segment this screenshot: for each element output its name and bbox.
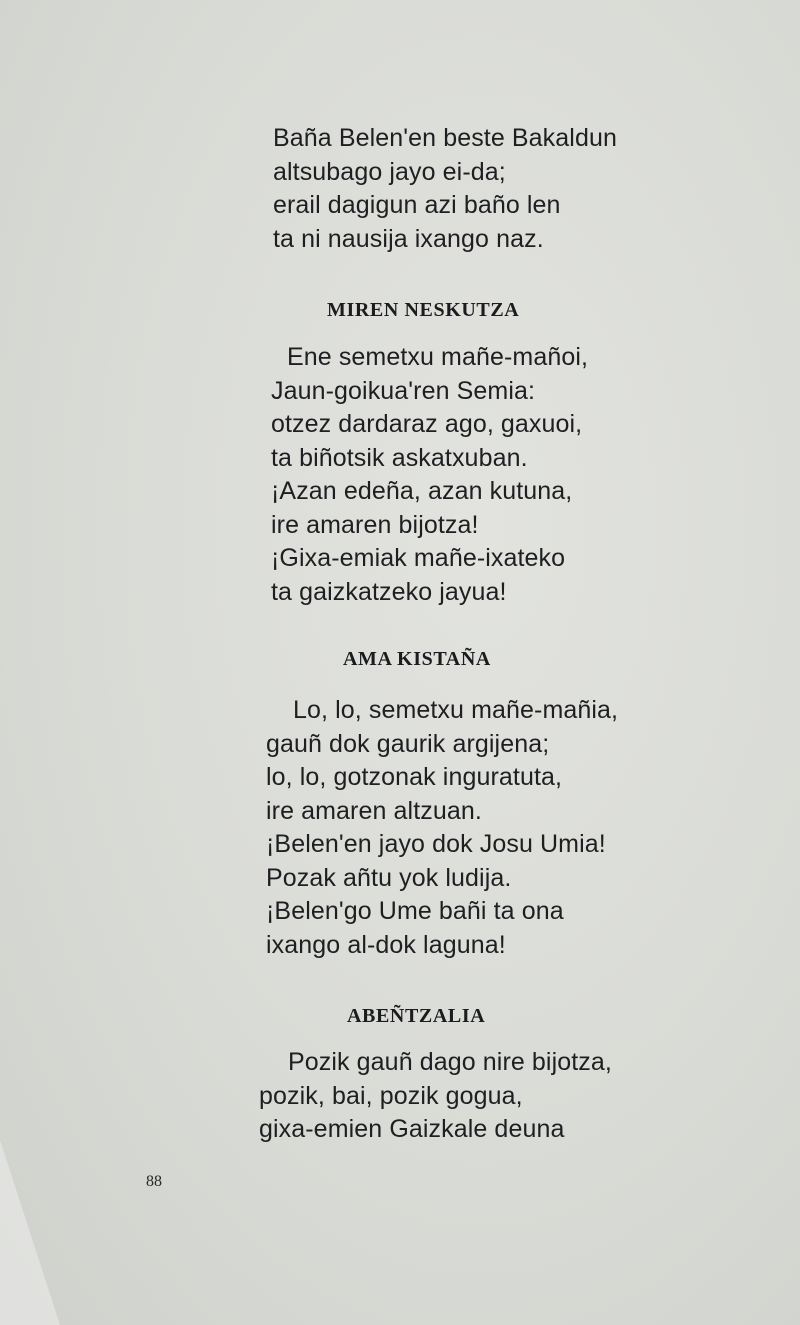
poem-line: gauñ dok gaurik argijena; (266, 729, 550, 758)
poem-line: erail dagigun azi baño len (273, 191, 561, 219)
section-heading-miren-neskutza: MIREN NESKUTZA (327, 299, 520, 321)
page-edge-shadow (0, 1140, 60, 1325)
poem-line: Jaun-goikua'ren Semia: (271, 376, 536, 405)
poem-line: ta ni nausija ixango naz. (273, 224, 544, 253)
poem-line: Baña Belen'en beste Bakaldun (273, 124, 617, 152)
poem-line: ixango al-dok laguna! (266, 930, 506, 959)
poem-line: ¡Gixa-emiak mañe-ixateko (271, 544, 566, 572)
stanza-3 (266, 694, 618, 962)
page-number: 88 (146, 1173, 162, 1190)
stanza-2 (271, 341, 588, 609)
section-heading-ama-kistara: AMA KISTAÑA (343, 648, 491, 670)
section-heading-abertzalia: ABEÑTZALIA (347, 1005, 486, 1027)
poem-line: pozik, bai, pozik gogua, (259, 1081, 523, 1110)
poem-line: ta gaizkatzeko jayua! (271, 577, 507, 606)
poem-line: Ene semetxu mañe-mañoi, (287, 343, 589, 371)
poem-line: ¡Belen'go Ume bañi ta ona (266, 897, 564, 925)
poem-line: ire amaren altzuan. (266, 796, 482, 825)
poem-line: gixa-emien Gaizkale deuna (259, 1115, 565, 1143)
poem-line: lo, lo, gotzonak inguratuta, (266, 763, 563, 791)
poem-line: altsubago jayo ei-da; (273, 157, 506, 186)
poem-line: Pozik gauñ dago nire bijotza, (288, 1048, 612, 1076)
poem-line: ire amaren bijotza! (271, 510, 479, 539)
poem-line: ¡Belen'en jayo dok Josu Umia! (266, 830, 606, 858)
poem-line: Pozak añtu yok ludija. (266, 863, 512, 892)
stanza-1 (273, 122, 617, 256)
stanza-4 (259, 1046, 612, 1147)
poem-line: ta biñotsik askatxuban. (271, 443, 528, 472)
poem-line: ¡Azan edeña, azan kutuna, (271, 477, 573, 505)
poem-line: otzez dardaraz ago, gaxuoi, (271, 410, 583, 438)
poem-line: Lo, lo, semetxu mañe-mañia, (293, 696, 619, 724)
